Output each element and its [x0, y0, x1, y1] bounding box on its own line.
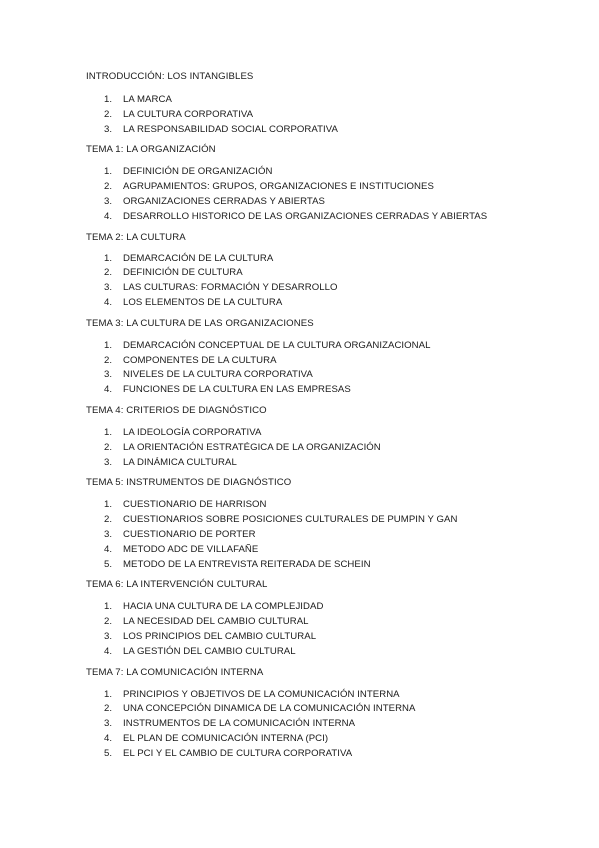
- list-item: [86, 252, 566, 267]
- list-item-number: 5.: [104, 747, 113, 759]
- list-item: [86, 688, 566, 703]
- list-item: [86, 717, 566, 732]
- list-item: [86, 93, 566, 108]
- list-item-text: PRINCIPIOS Y OBJETIVOS DE LA COMUNICACIÓN INTERNA: [123, 688, 400, 700]
- list-item: [86, 108, 566, 123]
- list-item-text: HACIA UNA CULTURA DE LA COMPLEJIDAD: [123, 601, 324, 613]
- list-item-text: LA IDEOLOGÍA CORPORATIVA: [123, 426, 262, 438]
- list-item-text: METODO DE LA ENTREVISTA REITERADA DE SCHEIN: [123, 558, 371, 570]
- list-item-number: 1.: [104, 426, 113, 438]
- list-item-text: LA GESTIÓN DEL CAMBIO CULTURAL: [123, 645, 296, 657]
- list-item-number: 2.: [104, 703, 113, 715]
- list-item-text: CUESTIONARIO DE HARRISON: [123, 499, 267, 511]
- list-item-text: DESARROLLO HISTORICO DE LAS ORGANIZACIONES CERRADAS Y ABIERTAS: [123, 210, 488, 222]
- list-item-number: 2.: [104, 108, 113, 120]
- list-item-number: 3.: [104, 528, 113, 540]
- section: [86, 477, 566, 572]
- list-item-text: LA CULTURA CORPORATIVA: [123, 108, 254, 120]
- list-item-text: METODO ADC DE VILLAFAÑE: [123, 543, 259, 555]
- topic-list: [86, 426, 566, 470]
- list-item-number: 4.: [104, 384, 113, 396]
- list-item: [86, 630, 566, 645]
- list-item-text: CUESTIONARIO DE PORTER: [123, 528, 256, 540]
- section-title: TEMA 7: LA COMUNICACIÓN INTERNA: [86, 666, 264, 678]
- section-title: TEMA 4: CRITERIOS DE DIAGNÓSTICO: [86, 404, 267, 416]
- list-item: [86, 702, 566, 717]
- list-item-number: 4.: [104, 543, 113, 555]
- list-item-text: LA RESPONSABILIDAD SOCIAL CORPORATIVA: [123, 123, 338, 135]
- list-item: [86, 558, 566, 573]
- list-item-number: 4.: [104, 645, 113, 657]
- list-item-number: 2.: [104, 267, 113, 279]
- list-item-number: 2.: [104, 514, 113, 526]
- list-item-number: 3.: [104, 195, 113, 207]
- list-item-number: 3.: [104, 718, 113, 730]
- list-item: [86, 354, 566, 369]
- topic-list: [86, 165, 566, 224]
- list-item: [86, 296, 566, 311]
- list-item-number: 1.: [104, 166, 113, 178]
- topic-list: [86, 252, 566, 311]
- list-item-number: 4.: [104, 732, 113, 744]
- section: [86, 144, 566, 224]
- list-item: [86, 747, 566, 762]
- list-item: [86, 266, 566, 281]
- list-item: [86, 615, 566, 630]
- list-item-text: CUESTIONARIOS SOBRE POSICIONES CULTURALES DE PUMPIN Y GAN: [123, 514, 458, 526]
- list-item-text: DEFINICIÓN DE ORGANIZACIÓN: [123, 166, 273, 178]
- list-item-text: EL PCI Y EL CAMBIO DE CULTURA CORPORATIVA: [123, 747, 353, 759]
- list-item: [86, 123, 566, 138]
- list-item-text: LAS CULTURAS: FORMACIÓN Y DESARROLLO: [123, 282, 338, 294]
- list-item-text: NIVELES DE LA CULTURA CORPORATIVA: [123, 369, 313, 381]
- list-item-text: ORGANIZACIONES CERRADAS Y ABIERTAS: [123, 195, 325, 207]
- list-item: [86, 600, 566, 615]
- section-title: INTRODUCCIÓN: LOS INTANGIBLES: [86, 71, 254, 82]
- list-item-text: DEFINICIÓN DE CULTURA: [123, 267, 243, 279]
- section-title: TEMA 5: INSTRUMENTOS DE DIAGNÓSTICO: [86, 477, 292, 489]
- list-item-text: INSTRUMENTOS DE LA COMUNICACIÓN INTERNA: [123, 718, 356, 730]
- list-item: [86, 732, 566, 747]
- syllabus-content: [86, 71, 566, 762]
- section-title: TEMA 3: LA CULTURA DE LAS ORGANIZACIONES: [86, 317, 314, 329]
- list-item-text: LA NECESIDAD DEL CAMBIO CULTURAL: [123, 616, 309, 628]
- section: [86, 579, 566, 659]
- list-item-number: 3.: [104, 369, 113, 381]
- list-item-number: 1.: [104, 94, 113, 105]
- topic-list: [86, 498, 566, 572]
- list-item: [86, 368, 566, 383]
- list-item: [86, 339, 566, 354]
- list-item-number: 1.: [104, 499, 113, 511]
- list-item-text: FUNCIONES DE LA CULTURA EN LAS EMPRESAS: [123, 384, 351, 396]
- list-item: [86, 281, 566, 296]
- list-item-number: 1.: [104, 688, 113, 700]
- section: [86, 667, 566, 762]
- topic-list: [86, 600, 566, 659]
- list-item: [86, 513, 566, 528]
- list-item-number: 1.: [104, 601, 113, 613]
- list-item-number: 2.: [104, 181, 113, 193]
- topic-list: [86, 688, 566, 762]
- list-item: [86, 383, 566, 398]
- topic-list: [86, 93, 566, 137]
- list-item-text: EL PLAN DE COMUNICACIÓN INTERNA (PCI): [123, 732, 329, 744]
- list-item: [86, 645, 566, 660]
- list-item-number: 2.: [104, 354, 113, 366]
- list-item-number: 3.: [104, 282, 113, 294]
- topic-list: [86, 339, 566, 398]
- list-item-text: LOS PRINCIPIOS DEL CAMBIO CULTURAL: [123, 630, 317, 642]
- list-item: [86, 528, 566, 543]
- list-item-number: 3.: [104, 630, 113, 642]
- section-title: TEMA 1: LA ORGANIZACIÓN: [86, 144, 216, 156]
- list-item: [86, 165, 566, 180]
- list-item-text: COMPONENTES DE LA CULTURA: [123, 354, 277, 366]
- list-item-number: 1.: [104, 339, 113, 351]
- list-item-text: LA ORIENTACIÓN ESTRATÉGICA DE LA ORGANIZACIÓN: [123, 441, 381, 453]
- list-item-text: AGRUPAMIENTOS: GRUPOS, ORGANIZACIONES E INSTITUCIONES: [123, 181, 434, 193]
- section: [86, 232, 566, 311]
- list-item-text: LOS ELEMENTOS DE LA CULTURA: [123, 296, 283, 308]
- list-item: [86, 426, 566, 441]
- list-item-number: 4.: [104, 296, 113, 308]
- list-item-number: 3.: [104, 456, 113, 468]
- list-item-text: UNA CONCEPCIÓN DINAMICA DE LA COMUNICACIÓN INTERNA: [123, 703, 416, 715]
- list-item-text: LA MARCA: [123, 94, 172, 105]
- list-item-number: 4.: [104, 210, 113, 222]
- list-item-number: 1.: [104, 252, 113, 264]
- list-item-text: DEMARCACIÓN CONCEPTUAL DE LA CULTURA ORGANIZACIONAL: [123, 339, 431, 351]
- list-item: [86, 543, 566, 558]
- section-title: TEMA 6: LA INTERVENCIÓN CULTURAL: [86, 579, 268, 591]
- section: [86, 405, 566, 470]
- list-item: [86, 441, 566, 456]
- list-item-number: 2.: [104, 441, 113, 453]
- list-item: [86, 180, 566, 195]
- list-item: [86, 498, 566, 513]
- list-item: [86, 456, 566, 471]
- list-item: [86, 210, 566, 225]
- list-item-text: LA DINÁMICA CULTURAL: [123, 456, 237, 468]
- list-item: [86, 195, 566, 210]
- list-item-number: 3.: [104, 123, 113, 135]
- list-item-number: 2.: [104, 616, 113, 628]
- section-title: TEMA 2: LA CULTURA: [86, 231, 186, 243]
- section: [86, 318, 566, 398]
- section: [86, 71, 566, 137]
- list-item-text: DEMARCACIÓN DE LA CULTURA: [123, 252, 274, 264]
- list-item-number: 5.: [104, 558, 113, 570]
